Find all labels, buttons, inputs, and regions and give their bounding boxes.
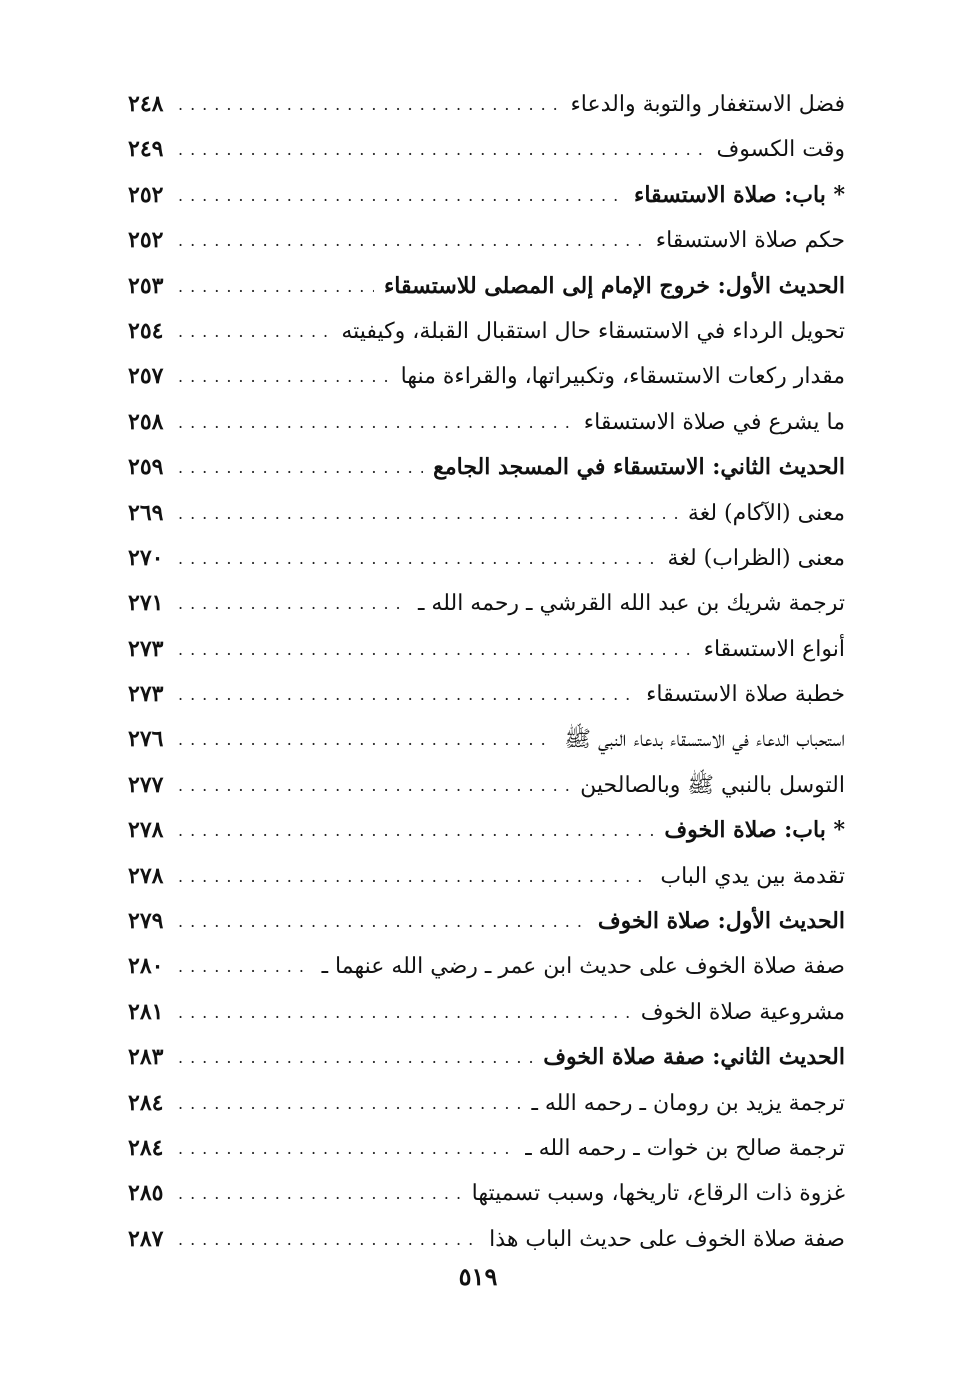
toc-entry-title: خطبة صلاة الاستسقاء	[646, 682, 845, 708]
dot-leader	[174, 445, 423, 490]
toc-entry-title: الحديث الثاني: صفة صلاة الخوف	[543, 1044, 845, 1071]
toc-entry-title: الحديث الأول: خروج الإمام إلى المصلى للاستسقاء	[383, 272, 845, 299]
toc-entry	[128, 354, 845, 399]
toc-entry-title: أنواع الاستسقاء	[703, 636, 845, 662]
toc-entry	[128, 808, 845, 853]
dot-leader	[174, 491, 678, 536]
toc-entry-page: ٢٧٣	[128, 681, 164, 708]
dot-leader	[174, 899, 588, 944]
toc-entry-page: ٢٦٩	[128, 499, 164, 526]
toc-entry	[128, 445, 845, 490]
toc-entry-title: تقدمة بين يدي الباب	[660, 863, 845, 889]
toc-entry-page: ٢٨٧	[128, 1225, 164, 1252]
dot-leader	[174, 763, 570, 808]
dot-leader	[174, 400, 574, 445]
toc-entry-page: ٢٤٩	[128, 136, 164, 163]
toc-entry-title: وقت الكسوف	[716, 137, 845, 163]
dot-leader	[174, 82, 560, 127]
toc-entry-page: ٢٥٤	[128, 317, 164, 344]
dot-leader	[174, 1081, 521, 1126]
dot-leader	[174, 218, 646, 263]
dot-leader	[174, 309, 331, 354]
toc-entry-page: ٢٧٧	[128, 771, 164, 798]
toc-entry-page: ٢٥٧	[128, 363, 164, 390]
dot-leader	[174, 944, 312, 989]
dot-leader	[174, 808, 654, 853]
toc-entry	[128, 581, 845, 626]
toc-entry-page: ٢٥٣	[128, 272, 164, 299]
toc-entry-page: ٢٥٩	[128, 454, 164, 481]
toc-entry	[128, 990, 845, 1035]
toc-entry-page: ٢٥٢	[128, 181, 164, 208]
toc-entry-page: ٢٨١	[128, 998, 164, 1025]
toc-entry-page: ٢٨٤	[128, 1089, 164, 1116]
toc-entry	[128, 82, 845, 127]
toc-entry-page: ٢٥٢	[128, 227, 164, 254]
toc-entry	[128, 218, 845, 263]
dot-leader	[174, 173, 624, 218]
toc-entry-title: الحديث الأول: صلاة الخوف	[597, 908, 845, 935]
toc-entry-title: ما يشرع في صلاة الاستسقاء	[583, 409, 845, 435]
dot-leader	[174, 1217, 479, 1262]
toc-entry-page: ٢٧٩	[128, 908, 164, 935]
toc-entry-page: ٢٤٨	[128, 91, 164, 117]
toc-entry	[128, 536, 845, 581]
toc-entry	[128, 717, 845, 762]
table-of-contents	[128, 82, 845, 1262]
dot-leader	[174, 627, 694, 672]
toc-entry-title: * باب: صلاة الاستسقاء	[633, 181, 845, 208]
toc-entry-page: ٢٨٤	[128, 1134, 164, 1161]
toc-entry-title: التوسل بالنبي ﷺ وبالصالحين	[580, 772, 845, 798]
toc-entry-page: ٢٧٣	[128, 635, 164, 662]
toc-entry	[128, 899, 845, 944]
dot-leader	[174, 1171, 462, 1216]
toc-entry-page: ٢٨٣	[128, 1044, 164, 1071]
toc-entry-page: ٢٧٨	[128, 862, 164, 889]
toc-entry	[128, 944, 845, 989]
dot-leader	[174, 1035, 533, 1080]
dot-leader	[174, 854, 650, 899]
toc-entry-title: استحباب الدعاء في الاستسقاء بدعاء النبي ﷺ	[564, 727, 845, 753]
toc-entry	[128, 1217, 845, 1262]
toc-entry-title: غزوة ذات الرقاع، تاريخها، وسبب تسميتها	[471, 1181, 845, 1207]
dot-leader	[174, 717, 554, 762]
toc-entry	[128, 763, 845, 808]
toc-entry-title: ترجمة شريك بن عبد الله القرشي ـ رحمه الله ـ	[417, 591, 845, 617]
toc-entry-title: صفة صلاة الخوف على حديث الباب هذا	[489, 1226, 845, 1252]
toc-entry	[128, 1126, 845, 1171]
toc-entry-page: ٢٧٨	[128, 817, 164, 844]
toc-entry-title: معنى (الظراب) لغة	[667, 545, 845, 571]
toc-entry	[128, 672, 845, 717]
toc-entry-page: ٢٨٥	[128, 1180, 164, 1207]
toc-entry	[128, 1081, 845, 1126]
toc-entry-title: ترجمة صالح بن خوات ـ رحمه الله ـ	[525, 1135, 845, 1161]
dot-leader	[174, 1126, 515, 1171]
toc-entry-title: مشروعية صلاة الخوف	[640, 999, 845, 1025]
toc-entry	[128, 627, 845, 672]
dot-leader	[174, 990, 631, 1035]
toc-entry	[128, 309, 845, 354]
toc-entry	[128, 173, 845, 218]
toc-entry	[128, 400, 845, 445]
toc-entry-page: ٢٧٦	[128, 726, 164, 753]
toc-entry	[128, 491, 845, 536]
dot-leader	[174, 581, 408, 626]
toc-entry	[128, 127, 845, 172]
toc-entry-page: ٢٨٠	[128, 953, 164, 980]
toc-entry	[128, 854, 845, 899]
toc-entry-title: حكم صلاة الاستسقاء	[655, 228, 845, 254]
toc-entry-title: الحديث الثاني: الاستسقاء في المسجد الجامع	[433, 454, 845, 481]
dot-leader	[174, 354, 391, 399]
toc-entry	[128, 1171, 845, 1216]
toc-entry	[128, 264, 845, 309]
toc-entry-title: معنى (الآكام) لغة	[687, 500, 845, 526]
page-number: ٥١٩	[458, 1262, 498, 1291]
toc-entry-title: صفة صلاة الخوف على حديث ابن عمر ـ رضي الله عنهما ـ	[321, 954, 845, 980]
dot-leader	[174, 536, 658, 581]
toc-entry-title: تحويل الرداء في الاستسقاء حال استقبال القبلة، وكيفيته	[341, 318, 845, 344]
dot-leader	[174, 672, 636, 717]
toc-entry-page: ٢٧١	[128, 590, 164, 617]
toc-entry-title: فضل الاستغفار والتوبة والدعاء	[570, 92, 845, 117]
dot-leader	[174, 264, 374, 309]
toc-entry-page: ٢٥٨	[128, 408, 164, 435]
toc-entry	[128, 1035, 845, 1080]
toc-entry-title: * باب: صلاة الخوف	[664, 817, 845, 844]
dot-leader	[174, 127, 707, 172]
toc-entry-title: ترجمة يزيد بن رومان ـ رحمه الله ـ	[531, 1090, 845, 1116]
toc-entry-title: مقدار ركعات الاستسقاء، وتكبيراتها، والقراءة منها	[400, 364, 845, 390]
toc-entry-page: ٢٧٠	[128, 544, 164, 571]
